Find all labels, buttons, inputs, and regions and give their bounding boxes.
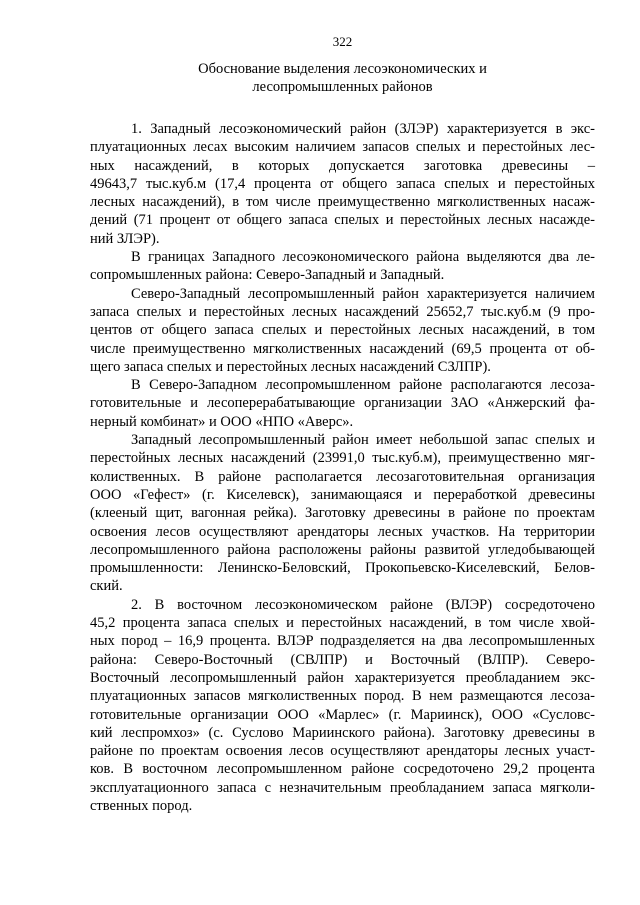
text-line: района: Северо-Восточный (СВЛПР) и Восточный (ВЛПР). Северо- <box>90 651 595 668</box>
text-line: 1. Западный лесоэкономический район (ЗЛЭР) характеризуется в экс- <box>131 121 595 137</box>
text-line: нерный комбинат» и ООО «НПО «Аверс». <box>90 413 354 430</box>
document-page <box>90 34 595 815</box>
text-line: готовительные и лесоперерабатывающие организации ЗАО «Анжерский фа- <box>90 395 595 412</box>
text-line: ственных пород. <box>90 797 193 814</box>
paragraph <box>90 120 595 248</box>
paragraph <box>90 248 595 285</box>
text-line: освоения лесов осуществляют арендаторы лесных участков. На территории <box>90 523 595 540</box>
text-line: запаса спелых и перестойных лесных насаждений 25652,7 тыс.куб.м (9 про- <box>90 303 595 320</box>
text-line: (клееный щит, вагонная рейка). Заготовку древесины в районе по проектам <box>90 505 595 522</box>
text-line: промышленности: Ленинско-Беловский, Прокопьевско-Киселевский, Белов- <box>90 560 595 577</box>
paragraph <box>90 596 595 816</box>
document-body <box>90 120 595 815</box>
text-line: ООО «Гефест» (г. Киселевск), занимающаяся и переработкой древесины <box>90 486 595 503</box>
text-line: плуатационных запасов мягколиственных пород. В нем размещаются лесоза- <box>90 688 595 705</box>
paragraph <box>90 376 595 431</box>
title-line: Обоснование выделения лесоэкономических и <box>198 61 487 77</box>
text-line: перестойных лесных насаждений (23991,0 тыс.куб.м), преимущественно мяг- <box>90 450 595 467</box>
text-line: щего запаса спелых и перестойных лесных насаждений СЗЛПР). <box>90 358 491 375</box>
text-line: дений (71 процент от общего запаса спелых и перестойных лесных насажде- <box>90 212 595 229</box>
text-line: В границах Западного лесоэкономического района выделяются два ле- <box>131 249 595 266</box>
text-line: Западный лесопромышленный район имеет небольшой запас спелых и <box>131 432 595 449</box>
text-line: кий леспромхоз» (с. Суслово Мариинского района). Заготовку древесины в <box>90 724 595 741</box>
text-line: районе по проектам освоения лесов осуществляют арендаторы лесных участ- <box>90 743 595 760</box>
text-line: ных пород – 16,9 процента. ВЛЭР подразделяется на два лесопромышленных <box>90 633 595 650</box>
text-line: плуатационных лесах высоким наличием запасов спелых и перестойных лес- <box>90 139 595 156</box>
text-line: ний ЗЛЭР). <box>90 230 160 247</box>
text-line: лесопромышленного района расположены районы развитой угледобывающей <box>90 541 595 558</box>
text-line: 45,2 процента запаса спелых и перестойных насаждений, в том числе хвой- <box>90 615 595 632</box>
text-line: Северо-Западный лесопромышленный район характеризуется наличием <box>131 285 595 302</box>
text-line: ных насаждений, в которых допускается заготовка древесины – <box>90 157 595 174</box>
text-line: готовительные организации ООО «Марлес» (г. Мариинск), ООО «Сусловс- <box>90 706 595 723</box>
text-line: эксплуатационного запаса с незначительным преобладанием запаса мягколи- <box>90 779 595 796</box>
text-line: лесных насаждений), в том числе преимущественно мягколиственных насаж- <box>90 194 595 211</box>
page-number: 322 <box>332 34 353 49</box>
text-line: центов от общего запаса спелых и перестойных лесных насаждений, в том <box>90 322 595 339</box>
text-line: В Северо-Западном лесопромышленном районе располагаются лесоза- <box>131 377 595 394</box>
text-line: 2. В восточном лесоэкономическом районе (ВЛЭР) сосредоточено <box>131 596 595 613</box>
text-line: ский. <box>90 578 123 595</box>
paragraph <box>90 285 595 376</box>
document-title <box>90 60 595 96</box>
text-line: 49643,7 тыс.куб.м (17,4 процента от общего запаса спелых и перестойных <box>90 175 595 192</box>
text-line: Восточный лесопромышленный район характеризуется преобладанием экс- <box>90 669 595 686</box>
text-line: числе преимущественно мягколиственных насаждений (69,5 процента от об- <box>90 340 595 357</box>
paragraph <box>90 431 595 596</box>
text-line: сопромышленных района: Северо-Западный и Западный. <box>90 267 445 284</box>
title-line: лесопромышленных районов <box>252 79 433 95</box>
text-line: ков. В восточном лесопромышленном районе сосредоточено 29,2 процента <box>90 761 595 778</box>
text-line: колиственных. В районе располагается лесозаготовительная организация <box>90 468 595 485</box>
